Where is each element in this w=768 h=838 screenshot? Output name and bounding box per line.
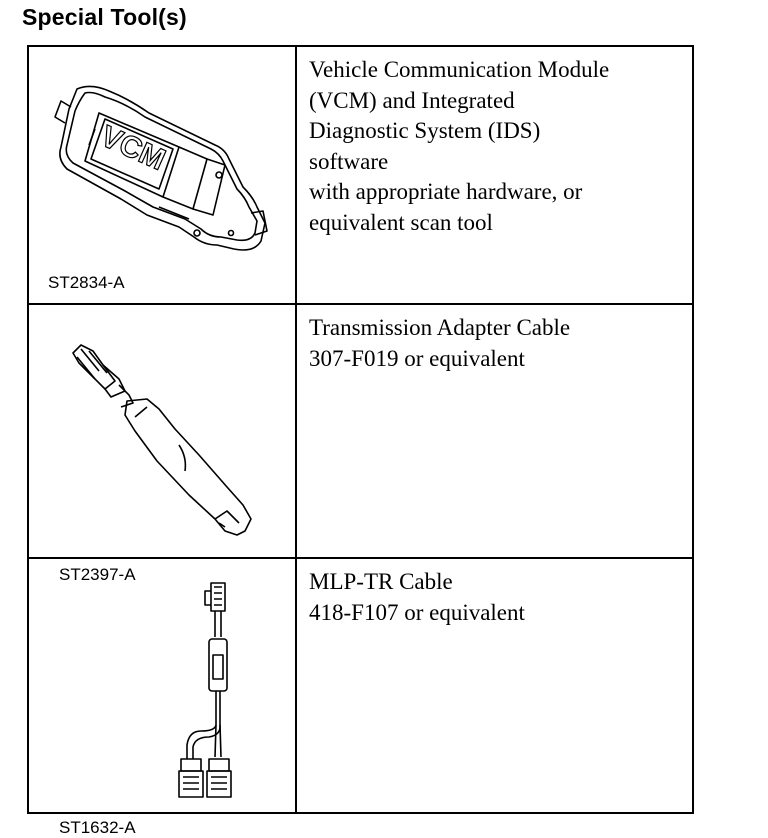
tool-description: Transmission Adapter Cable 307-F019 or equivalent [309,315,571,371]
tool-image-cell [29,47,295,303]
tool-row [29,559,692,837]
adapter-cable-icon [29,305,295,557]
tool-code: ST2397-A [59,565,136,584]
tool-image-cell [29,305,295,584]
page-title: Special Tool(s) [22,4,187,30]
tool-code: ST2834-A [48,273,125,292]
vcm-label: VCM [95,119,171,177]
tool-description: MLP-TR Cable 418-F107 or equivalent [309,569,525,625]
tool-row [29,305,692,584]
tool-image-cell [29,559,295,837]
tool-code: ST1632-A [59,818,136,837]
tool-description-cell [297,47,692,303]
tool-description-cell [297,559,692,812]
tool-row [29,47,692,303]
mlp-tr-cable-icon [29,559,295,812]
tool-description-cell [297,305,692,557]
special-tools-table [27,45,694,837]
tool-description: Vehicle Communication Module (VCM) and Integrated Diagnostic System (IDS) software with appropriate hardware, or equivalent scan tool [309,57,610,235]
vcm-module-icon [29,47,295,303]
